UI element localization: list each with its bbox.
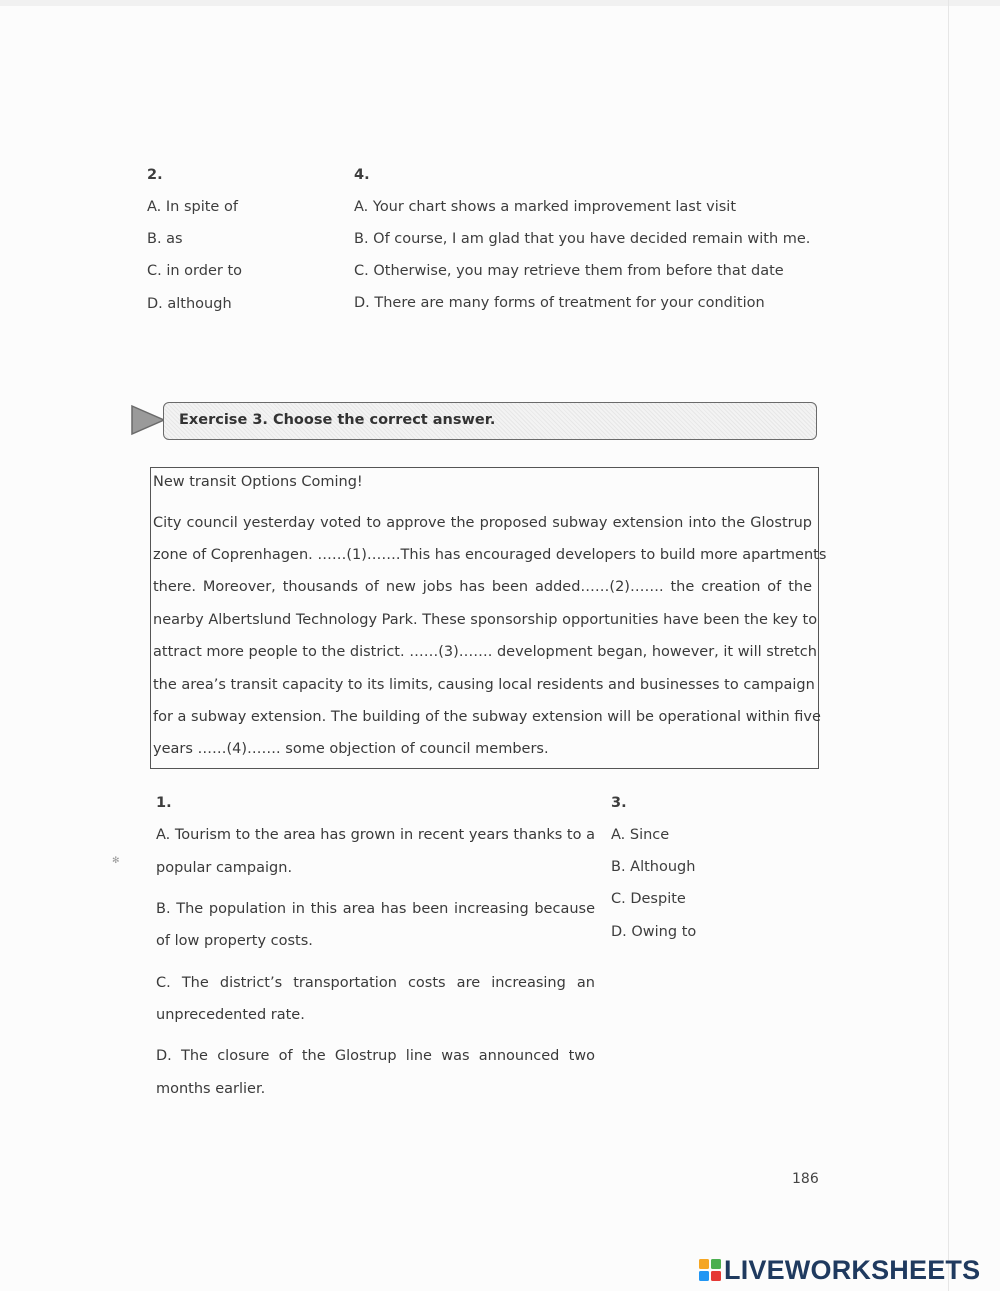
passage-line: attract more people to the district. ……(3)……. development began, however, it will stretch [153,644,817,660]
question-3-option-a[interactable]: A. Since [611,827,670,843]
question-1-option-c-cont[interactable]: unprecedented rate. [156,1007,305,1023]
passage-line: there. Moreover, thousands of new jobs has been added……(2)……. the creation of the [153,579,812,595]
exercise-arrow-icon [130,404,166,436]
page-right-edge [948,0,949,1291]
question-1-option-d-cont[interactable]: months earlier. [156,1081,266,1097]
question-2-option-c[interactable]: C. in order to [147,263,243,279]
question-2-option-b[interactable]: B. as [147,231,183,247]
watermark-text: LIVEWORKSHEETS [724,1255,981,1285]
passage-line: years ……(4)……. some objection of council members. [153,741,549,757]
question-1-option-a[interactable]: A. Tourism to the area has grown in recent years thanks to a [156,827,595,843]
passage-line: City council yesterday voted to approve the proposed subway extension into the Glostrup [153,515,812,531]
question-4-number: 4. [354,167,370,183]
question-2-option-a[interactable]: A. In spite of [147,199,238,215]
exercise-title: Exercise 3. Choose the correct answer. [179,412,496,428]
question-1-option-c[interactable]: C. The district’s transportation costs are increasing an [156,975,595,991]
question-4-option-a[interactable]: A. Your chart shows a marked improvement last visit [354,199,737,215]
passage-box [150,467,827,769]
page-number: 186 [792,1171,819,1187]
passage-line: the area’s transit capacity to its limits, causing local residents and businesses to campaign [153,677,815,693]
question-1-option-b[interactable]: B. The population in this area has been increasing because [156,901,595,917]
question-4-option-b[interactable]: B. Of course, I am glad that you have decided remain with me. [354,231,811,247]
question-3-option-b[interactable]: B. Although [611,859,696,875]
question-1-number: 1. [156,795,172,811]
liveworksheets-logo-icon [698,1258,722,1282]
question-2-option-d[interactable]: D. although [147,296,232,312]
passage-title: New transit Options Coming! [153,474,363,490]
question-4-option-d[interactable]: D. There are many forms of treatment for your condition [354,295,765,311]
passage-line: for a subway extension. The building of the subway extension will be operational within five [153,709,821,725]
question-1-option-a-cont[interactable]: popular campaign. [156,860,293,876]
question-4-option-c[interactable]: C. Otherwise, you may retrieve them from before that date [354,263,784,279]
question-1-option-d[interactable]: D. The closure of the Glostrup line was announced two [156,1048,595,1064]
passage-line: zone of Coprenhagen. ……(1)…….This has encouraged developers to build more apartments [153,547,827,563]
question-3-option-c[interactable]: C. Despite [611,891,686,907]
exercise-header-box [163,402,817,440]
scan-speck: ✻ [112,856,120,866]
question-2-number: 2. [147,167,163,183]
passage-line: nearby Albertslund Technology Park. These sponsorship opportunities have been the key to [153,612,818,628]
question-3-number: 3. [611,795,627,811]
question-3-option-d[interactable]: D. Owing to [611,924,697,940]
page-top-edge [0,0,1000,6]
question-1-option-b-cont[interactable]: of low property costs. [156,933,313,949]
